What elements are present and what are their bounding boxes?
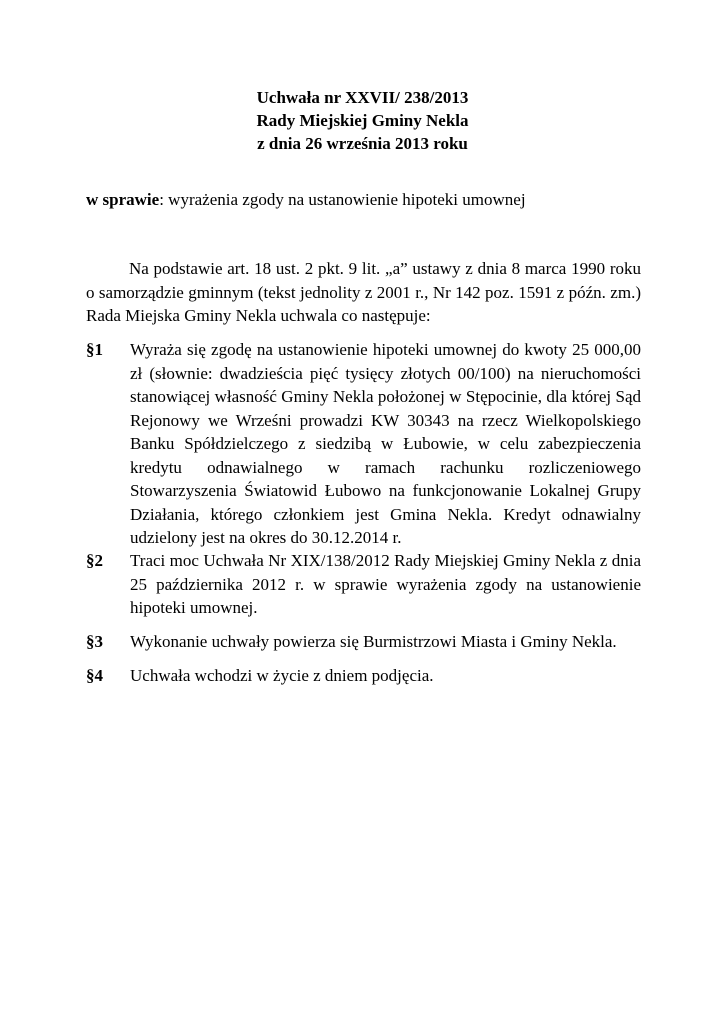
resolution-number: Uchwała nr XXVII/ 238/2013 bbox=[256, 88, 469, 107]
section-number: §3 bbox=[86, 632, 103, 651]
section-number: §2 bbox=[86, 551, 103, 570]
section-number: §4 bbox=[86, 666, 103, 685]
subject-label: w sprawie bbox=[86, 190, 160, 209]
subject-text: : wyrażenia zgody na ustanowienie hipoteki umownej bbox=[159, 190, 526, 209]
council-name: Rady Miejskiej Gminy Nekla bbox=[256, 111, 469, 130]
section-number: §1 bbox=[86, 340, 103, 359]
resolution-subject bbox=[86, 188, 646, 211]
resolution-date: z dnia 26 września 2013 roku bbox=[257, 134, 468, 153]
section-text: Uchwała wchodzi w życie z dniem podjęcia. bbox=[130, 666, 434, 685]
section-text: Wykonanie uchwały powierza się Burmistrzowi Miasta i Gminy Nekla. bbox=[130, 632, 617, 651]
legal-basis-paragraph: Na podstawie art. 18 ust. 2 pkt. 9 lit. „a” ustawy z dnia 8 marca 1990 roku o samorządzie gminnym (tekst jednolity z 2001 r., Nr 142 poz. 1591 z późn. zm.) Rada Miejska Gminy Nekla uchwala co następuje: bbox=[86, 259, 641, 325]
section-text: Traci moc Uchwała Nr XIX/138/2012 Rady Miejskiej Gminy Nekla z dnia 25 października 2012 r. w sprawie wyrażenia zgody na ustanowienie hipoteki umownej. bbox=[130, 551, 641, 617]
resolution-title bbox=[0, 86, 725, 155]
section-text: Wyraża się zgodę na ustanowienie hipoteki umownej do kwoty 25 000,00 zł (słownie: dwadzieścia pięć tysięcy złotych 00/100) na nieruchomości stanowiącej własność Gminy Nekla położonej w Stępocinie, dla której Sąd Rejonowy we Wrześni prowadzi KW 30343 na rzecz Wielkopolskiego Banku Spółdzielczego z siedzibą w Łubowie, w celu zabezpieczenia kredytu odnawialnego w ramach rachunku rozliczeniowego Stowarzyszenia Światowid Łubowo na funkcjonowanie Lokalnej Grupy Działania, którego członkiem jest Gmina Nekla. Kredyt odnawialny udzielony jest na okres do 30.12.2014 r. bbox=[130, 340, 641, 547]
